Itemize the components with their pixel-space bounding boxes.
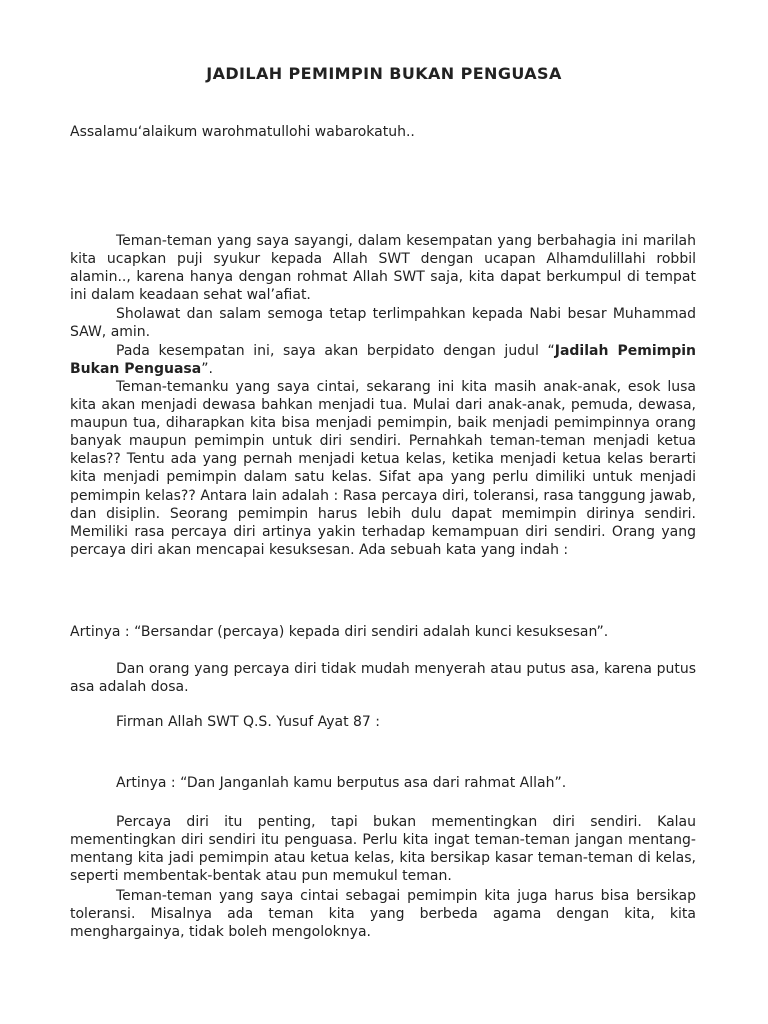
topic-tail-text: ”. [201,361,213,378]
paragraph-sholawat: Sholawat dan salam semoga tetap terlimpahkan kepada Nabi besar Muhammad SAW, amin. [70,306,696,341]
opening-greeting: Assalamu‘alaikum warohmatullohi wabarokatuh.. [70,124,415,140]
paragraph-not-ruler: Percaya diri itu penting, tapi bukan mementingkan diri sendiri. Kalau mementingkan diri sendiri itu penguasa. Perlu kita ingat teman-teman jangan mentang-mentang kita jadi pemimpin atau ketua kelas, kita bersikap kasar teman-teman di kelas, seperti membentak-bentak atau pun memukul teman. [70,814,696,885]
paragraph-opening: Teman-teman yang saya sayangi, dalam kesempatan yang berbahagia ini marilah kita ucapkan puji syukur kepada Allah SWT dengan ucapan Alhamdulillahi robbil alamin.., karena hanya dengan rohmat Allah SWT saja, kita dapat berkumpul di tempat ini dalam keadaan sehat wal’afiat. [70,233,696,304]
paragraph-topic [70,342,696,378]
topic-lead-text: Pada kesempatan ini, saya akan berpidato dengan judul “ [116,343,555,359]
paragraph-putus-asa: Dan orang yang percaya diri tidak mudah menyerah atau putus asa, karena putus asa adalah dosa. [70,661,696,696]
paragraph-leadership: Teman-temanku yang saya cintai, sekarang ini kita masih anak-anak, esok lusa kita akan menjadi dewasa bahkan menjadi tua. Mulai dari anak-anak, pemuda, dewasa, maupun tua, diharapkan kita bisa menjadi pemimpin, baik menjadi pemimpinnya orang banyak maupun pemimpin untuk diri sendiri. Pernahkah teman-teman menjadi ketua kelas?? Tentu ada yang pernah menjadi ketua kelas, ketika menjadi ketua kelas berarti kita menjadi pemimpin dalam satu kelas. Sifat apa yang perlu dimiliki untuk menjadi pemimpin kelas?? Antara lain adalah : Rasa percaya diri, toleransi, rasa tanggung jawab, dan disiplin. Seorang pemimpin harus lebih dulu dapat memimpin dirinya sendiri. Memiliki rasa percaya diri artinya yakin terhadap kemampuan diri sendiri. Orang yang percaya diri akan mencapai kesuksesan. Ada sebuah kata yang indah : [70,379,696,558]
paragraph-tolerance: Teman-teman yang saya cintai sebagai pemimpin kita juga harus bisa bersikap toleransi. Misalnya ada teman kita yang berbeda agama dengan kita, kita menghargainya, tidak boleh mengoloknya. [70,888,696,941]
translation-line-2: Artinya : “Dan Janganlah kamu berputus asa dari rahmat Allah”. [116,775,567,791]
topic-title-bold: Jadilah Pemimpin Bukan Penguasa [70,343,696,378]
translation-line-1: Artinya : “Bersandar (percaya) kepada diri sendiri adalah kunci kesuksesan”. [70,624,609,640]
quran-reference: Firman Allah SWT Q.S. Yusuf Ayat 87 : [116,714,380,730]
document-title: JADILAH PEMIMPIN BUKAN PENGUASA [206,64,562,83]
